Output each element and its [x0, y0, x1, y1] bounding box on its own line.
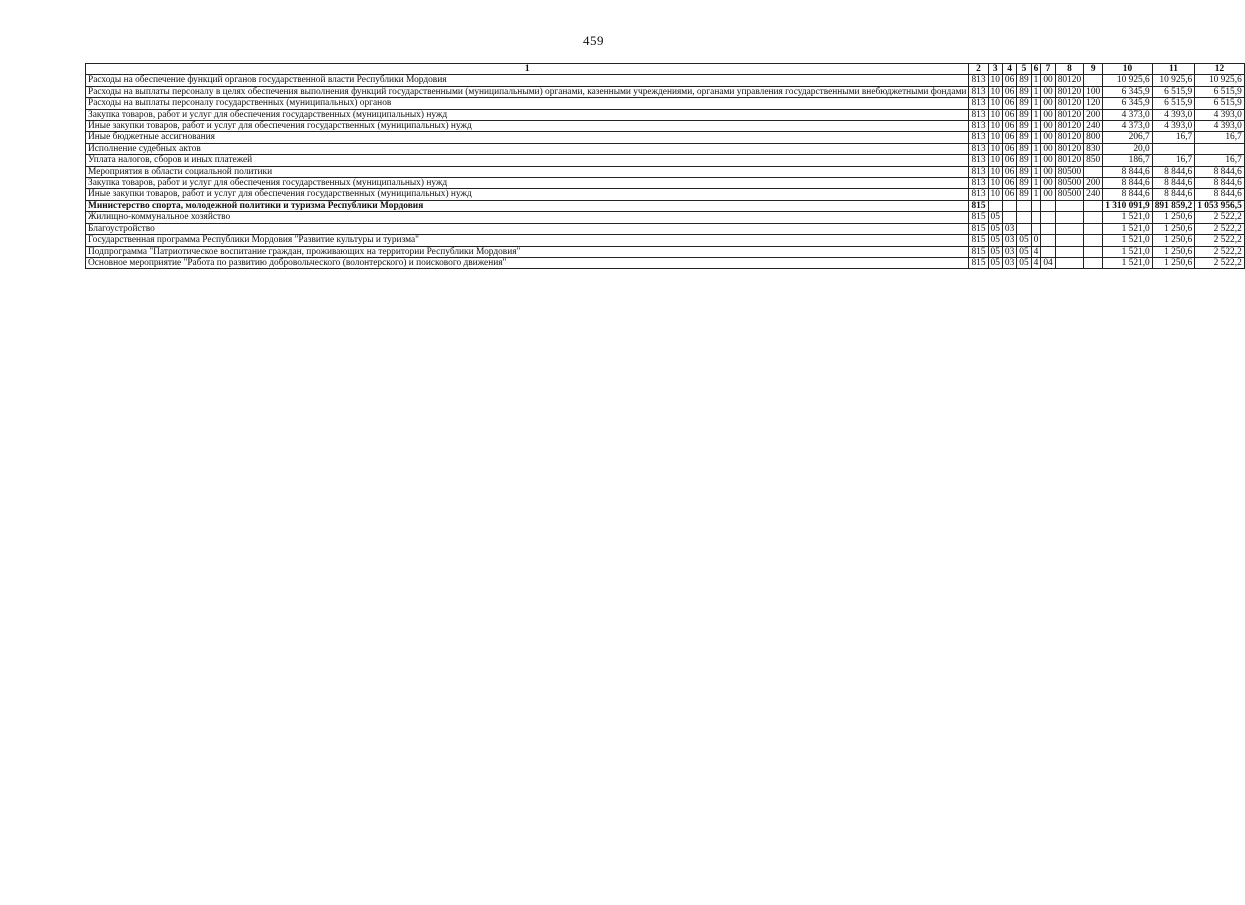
- table-row: [86, 143, 1245, 154]
- cell-col-9: [1084, 257, 1103, 268]
- cell-col-8: [1055, 246, 1083, 257]
- cell-col-11: 8 844,6: [1152, 178, 1195, 189]
- column-header-2: 2: [969, 64, 988, 75]
- cell-col-10: 1 521,0: [1103, 246, 1153, 257]
- cell-col-4: [1002, 200, 1016, 211]
- cell-col-6: [1031, 223, 1041, 234]
- cell-col-6: 0: [1031, 235, 1041, 246]
- row-name: Основное мероприятие "Работа по развитию добровольческого (волонтерского) и поискового движения": [86, 257, 969, 268]
- cell-col-6: 1: [1031, 178, 1041, 189]
- column-header-11: 11: [1152, 64, 1195, 75]
- cell-col-11: 1 250,6: [1152, 223, 1195, 234]
- cell-col-4: 03: [1002, 257, 1016, 268]
- cell-col-8: 80120: [1055, 109, 1083, 120]
- cell-col-7: 00: [1041, 166, 1055, 177]
- column-header-6: 6: [1031, 64, 1041, 75]
- cell-col-3: 10: [988, 189, 1002, 200]
- cell-col-12: 6 515,9: [1195, 98, 1245, 109]
- cell-col-11: 4 393,0: [1152, 109, 1195, 120]
- cell-col-3: 10: [988, 121, 1002, 132]
- cell-col-6: 1: [1031, 121, 1041, 132]
- cell-col-7: [1041, 246, 1055, 257]
- cell-col-5: 89: [1017, 178, 1031, 189]
- cell-col-11: [1152, 143, 1195, 154]
- cell-col-3: 10: [988, 132, 1002, 143]
- table-body: [86, 75, 1245, 269]
- cell-col-10: 4 373,0: [1103, 109, 1153, 120]
- cell-col-11: 1 250,6: [1152, 257, 1195, 268]
- cell-col-9: 100: [1084, 86, 1103, 97]
- cell-col-8: 80120: [1055, 143, 1083, 154]
- cell-col-7: 00: [1041, 109, 1055, 120]
- cell-col-2: 813: [969, 86, 988, 97]
- table-row: [86, 223, 1245, 234]
- table-row: [86, 75, 1245, 86]
- row-name: Благоустройство: [86, 223, 969, 234]
- header-row: [86, 64, 1245, 75]
- row-name: Расходы на обеспечение функций органов государственной власти Республики Мордовия: [86, 75, 969, 86]
- cell-col-12: 2 522,2: [1195, 257, 1245, 268]
- cell-col-12: 8 844,6: [1195, 178, 1245, 189]
- cell-col-12: 2 522,2: [1195, 246, 1245, 257]
- row-name: Мероприятия в области социальной политики: [86, 166, 969, 177]
- table-row: [86, 257, 1245, 268]
- cell-col-7: 00: [1041, 155, 1055, 166]
- cell-col-2: 815: [969, 246, 988, 257]
- cell-col-2: 813: [969, 178, 988, 189]
- cell-col-10: 1 521,0: [1103, 212, 1153, 223]
- cell-col-11: 4 393,0: [1152, 121, 1195, 132]
- cell-col-5: [1017, 212, 1031, 223]
- cell-col-4: 06: [1002, 166, 1016, 177]
- column-header-9: 9: [1084, 64, 1103, 75]
- cell-col-3: 10: [988, 98, 1002, 109]
- row-name: Иные закупки товаров, работ и услуг для обеспечения государственных (муниципальных) нужд: [86, 121, 969, 132]
- row-name: Закупка товаров, работ и услуг для обеспечения государственных (муниципальных) нужд: [86, 109, 969, 120]
- cell-col-2: 813: [969, 166, 988, 177]
- cell-col-10: 10 925,6: [1103, 75, 1153, 86]
- cell-col-8: 80120: [1055, 132, 1083, 143]
- cell-col-12: 8 844,6: [1195, 189, 1245, 200]
- cell-col-8: [1055, 212, 1083, 223]
- cell-col-2: 813: [969, 98, 988, 109]
- row-name: Расходы на выплаты персоналу в целях обеспечения выполнения функций государственными (муниципальными) органами, казенными учреждениями, органами управления государственными внебюджетными фондами: [86, 86, 969, 97]
- cell-col-2: 813: [969, 109, 988, 120]
- cell-col-6: 1: [1031, 75, 1041, 86]
- cell-col-8: 80120: [1055, 121, 1083, 132]
- table-row: [86, 200, 1245, 211]
- cell-col-11: 16,7: [1152, 155, 1195, 166]
- cell-col-2: 813: [969, 189, 988, 200]
- cell-col-10: 1 310 091,9: [1103, 200, 1153, 211]
- cell-col-3: 05: [988, 212, 1002, 223]
- table-row: [86, 189, 1245, 200]
- cell-col-4: 06: [1002, 86, 1016, 97]
- cell-col-3: 05: [988, 223, 1002, 234]
- cell-col-7: [1041, 223, 1055, 234]
- cell-col-6: 1: [1031, 109, 1041, 120]
- cell-col-11: 16,7: [1152, 132, 1195, 143]
- cell-col-12: 8 844,6: [1195, 166, 1245, 177]
- cell-col-8: 80500: [1055, 166, 1083, 177]
- cell-col-2: 813: [969, 143, 988, 154]
- cell-col-10: 6 345,9: [1103, 86, 1153, 97]
- table-row: [86, 235, 1245, 246]
- column-header-4: 4: [1002, 64, 1016, 75]
- cell-col-7: 00: [1041, 132, 1055, 143]
- cell-col-3: 10: [988, 178, 1002, 189]
- cell-col-3: 10: [988, 75, 1002, 86]
- cell-col-5: 89: [1017, 109, 1031, 120]
- cell-col-11: 1 250,6: [1152, 235, 1195, 246]
- cell-col-4: 03: [1002, 235, 1016, 246]
- cell-col-11: 10 925,6: [1152, 75, 1195, 86]
- cell-col-10: 1 521,0: [1103, 223, 1153, 234]
- cell-col-4: 06: [1002, 189, 1016, 200]
- cell-col-3: 05: [988, 235, 1002, 246]
- row-name: Исполнение судебных актов: [86, 143, 969, 154]
- cell-col-6: 1: [1031, 132, 1041, 143]
- cell-col-5: 89: [1017, 86, 1031, 97]
- cell-col-8: [1055, 257, 1083, 268]
- cell-col-4: 06: [1002, 178, 1016, 189]
- cell-col-4: 03: [1002, 246, 1016, 257]
- cell-col-2: 815: [969, 223, 988, 234]
- cell-col-12: 2 522,2: [1195, 212, 1245, 223]
- cell-col-5: 89: [1017, 166, 1031, 177]
- cell-col-4: 06: [1002, 155, 1016, 166]
- cell-col-10: 206,7: [1103, 132, 1153, 143]
- cell-col-8: 80120: [1055, 86, 1083, 97]
- cell-col-7: [1041, 212, 1055, 223]
- cell-col-11: 8 844,6: [1152, 189, 1195, 200]
- cell-col-12: 10 925,6: [1195, 75, 1245, 86]
- cell-col-2: 813: [969, 121, 988, 132]
- cell-col-7: 00: [1041, 75, 1055, 86]
- row-name: Закупка товаров, работ и услуг для обеспечения государственных (муниципальных) нужд: [86, 178, 969, 189]
- table-row: [86, 212, 1245, 223]
- cell-col-6: 1: [1031, 86, 1041, 97]
- cell-col-7: 04: [1041, 257, 1055, 268]
- cell-col-6: 1: [1031, 98, 1041, 109]
- table-row: [86, 86, 1245, 97]
- cell-col-10: 20,0: [1103, 143, 1153, 154]
- cell-col-10: 186,7: [1103, 155, 1153, 166]
- column-header-10: 10: [1103, 64, 1153, 75]
- cell-col-11: 6 515,9: [1152, 98, 1195, 109]
- cell-col-3: [988, 200, 1002, 211]
- cell-col-9: 800: [1084, 132, 1103, 143]
- cell-col-12: [1195, 143, 1245, 154]
- cell-col-5: 89: [1017, 143, 1031, 154]
- cell-col-11: 1 250,6: [1152, 212, 1195, 223]
- cell-col-12: 16,7: [1195, 132, 1245, 143]
- cell-col-6: [1031, 212, 1041, 223]
- cell-col-5: 89: [1017, 98, 1031, 109]
- cell-col-11: 891 859,2: [1152, 200, 1195, 211]
- cell-col-9: 200: [1084, 109, 1103, 120]
- cell-col-10: 8 844,6: [1103, 178, 1153, 189]
- cell-col-9: [1084, 235, 1103, 246]
- table-row: [86, 121, 1245, 132]
- cell-col-9: 830: [1084, 143, 1103, 154]
- column-header-1: 1: [86, 64, 969, 75]
- cell-col-8: 80120: [1055, 98, 1083, 109]
- cell-col-3: 10: [988, 143, 1002, 154]
- cell-col-2: 815: [969, 257, 988, 268]
- cell-col-3: 10: [988, 155, 1002, 166]
- cell-col-3: 10: [988, 166, 1002, 177]
- column-header-8: 8: [1055, 64, 1083, 75]
- cell-col-11: 1 250,6: [1152, 246, 1195, 257]
- cell-col-5: [1017, 200, 1031, 211]
- cell-col-3: 05: [988, 257, 1002, 268]
- cell-col-4: 06: [1002, 98, 1016, 109]
- table-row: [86, 166, 1245, 177]
- column-header-5: 5: [1017, 64, 1031, 75]
- cell-col-3: 05: [988, 246, 1002, 257]
- cell-col-9: [1084, 166, 1103, 177]
- cell-col-6: 4: [1031, 246, 1041, 257]
- cell-col-10: 8 844,6: [1103, 189, 1153, 200]
- cell-col-10: 8 844,6: [1103, 166, 1153, 177]
- cell-col-11: 6 515,9: [1152, 86, 1195, 97]
- cell-col-11: 8 844,6: [1152, 166, 1195, 177]
- cell-col-9: 240: [1084, 121, 1103, 132]
- cell-col-6: 1: [1031, 166, 1041, 177]
- cell-col-9: [1084, 223, 1103, 234]
- row-name: Иные закупки товаров, работ и услуг для обеспечения государственных (муниципальных) нужд: [86, 189, 969, 200]
- budget-table: [85, 63, 1245, 269]
- table-row: [86, 109, 1245, 120]
- cell-col-7: 00: [1041, 189, 1055, 200]
- cell-col-6: [1031, 200, 1041, 211]
- cell-col-7: 00: [1041, 143, 1055, 154]
- row-name: Подпрограмма "Патриотическое воспитание граждан, проживающих на территории Республики Мордовия": [86, 246, 969, 257]
- table-row: [86, 98, 1245, 109]
- cell-col-2: 815: [969, 235, 988, 246]
- cell-col-5: 89: [1017, 75, 1031, 86]
- cell-col-8: 80120: [1055, 75, 1083, 86]
- page-number: 459: [583, 33, 604, 48]
- cell-col-12: 2 522,2: [1195, 235, 1245, 246]
- column-header-3: 3: [988, 64, 1002, 75]
- row-name: Расходы на выплаты персоналу государственных (муниципальных) органов: [86, 98, 969, 109]
- cell-col-10: 6 345,9: [1103, 98, 1153, 109]
- cell-col-7: 00: [1041, 121, 1055, 132]
- cell-col-8: 80500: [1055, 189, 1083, 200]
- cell-col-8: 80120: [1055, 155, 1083, 166]
- cell-col-6: 4: [1031, 257, 1041, 268]
- cell-col-7: 00: [1041, 98, 1055, 109]
- cell-col-3: 10: [988, 86, 1002, 97]
- cell-col-12: 1 053 956,5: [1195, 200, 1245, 211]
- cell-col-7: 00: [1041, 86, 1055, 97]
- column-header-12: 12: [1195, 64, 1245, 75]
- table-row: [86, 178, 1245, 189]
- cell-col-4: 06: [1002, 132, 1016, 143]
- cell-col-4: 06: [1002, 109, 1016, 120]
- cell-col-9: [1084, 200, 1103, 211]
- cell-col-6: 1: [1031, 143, 1041, 154]
- cell-col-12: 2 522,2: [1195, 223, 1245, 234]
- row-name: Министерство спорта, молодежной политики и туризма Республики Мордовия: [86, 200, 969, 211]
- table-row: [86, 155, 1245, 166]
- cell-col-9: [1084, 246, 1103, 257]
- cell-col-9: [1084, 212, 1103, 223]
- cell-col-12: 16,7: [1195, 155, 1245, 166]
- cell-col-2: 813: [969, 75, 988, 86]
- cell-col-9: 120: [1084, 98, 1103, 109]
- cell-col-5: 05: [1017, 257, 1031, 268]
- cell-col-9: 850: [1084, 155, 1103, 166]
- cell-col-10: 4 373,0: [1103, 121, 1153, 132]
- cell-col-9: 200: [1084, 178, 1103, 189]
- cell-col-2: 815: [969, 212, 988, 223]
- cell-col-8: [1055, 235, 1083, 246]
- column-header-7: 7: [1041, 64, 1055, 75]
- cell-col-6: 1: [1031, 189, 1041, 200]
- cell-col-12: 4 393,0: [1195, 121, 1245, 132]
- cell-col-8: [1055, 223, 1083, 234]
- cell-col-12: 4 393,0: [1195, 109, 1245, 120]
- cell-col-7: 00: [1041, 178, 1055, 189]
- cell-col-4: 06: [1002, 143, 1016, 154]
- cell-col-12: 6 515,9: [1195, 86, 1245, 97]
- row-name: Жилищно-коммунальное хозяйство: [86, 212, 969, 223]
- cell-col-9: [1084, 75, 1103, 86]
- row-name: Иные бюджетные ассигнования: [86, 132, 969, 143]
- cell-col-8: 80500: [1055, 178, 1083, 189]
- cell-col-2: 815: [969, 200, 988, 211]
- cell-col-2: 813: [969, 132, 988, 143]
- cell-col-4: 03: [1002, 223, 1016, 234]
- cell-col-6: 1: [1031, 155, 1041, 166]
- cell-col-4: 06: [1002, 121, 1016, 132]
- cell-col-7: [1041, 235, 1055, 246]
- cell-col-8: [1055, 200, 1083, 211]
- cell-col-10: 1 521,0: [1103, 257, 1153, 268]
- cell-col-5: 05: [1017, 235, 1031, 246]
- cell-col-9: 240: [1084, 189, 1103, 200]
- cell-col-2: 813: [969, 155, 988, 166]
- cell-col-10: 1 521,0: [1103, 235, 1153, 246]
- cell-col-4: [1002, 212, 1016, 223]
- table-row: [86, 132, 1245, 143]
- cell-col-5: 89: [1017, 155, 1031, 166]
- row-name: Уплата налогов, сборов и иных платежей: [86, 155, 969, 166]
- table-row: [86, 246, 1245, 257]
- cell-col-3: 10: [988, 109, 1002, 120]
- cell-col-5: 89: [1017, 189, 1031, 200]
- row-name: Государственная программа Республики Мордовия "Развитие культуры и туризма": [86, 235, 969, 246]
- cell-col-5: [1017, 223, 1031, 234]
- cell-col-4: 06: [1002, 75, 1016, 86]
- cell-col-7: [1041, 200, 1055, 211]
- cell-col-5: 89: [1017, 132, 1031, 143]
- cell-col-5: 89: [1017, 121, 1031, 132]
- cell-col-5: 05: [1017, 246, 1031, 257]
